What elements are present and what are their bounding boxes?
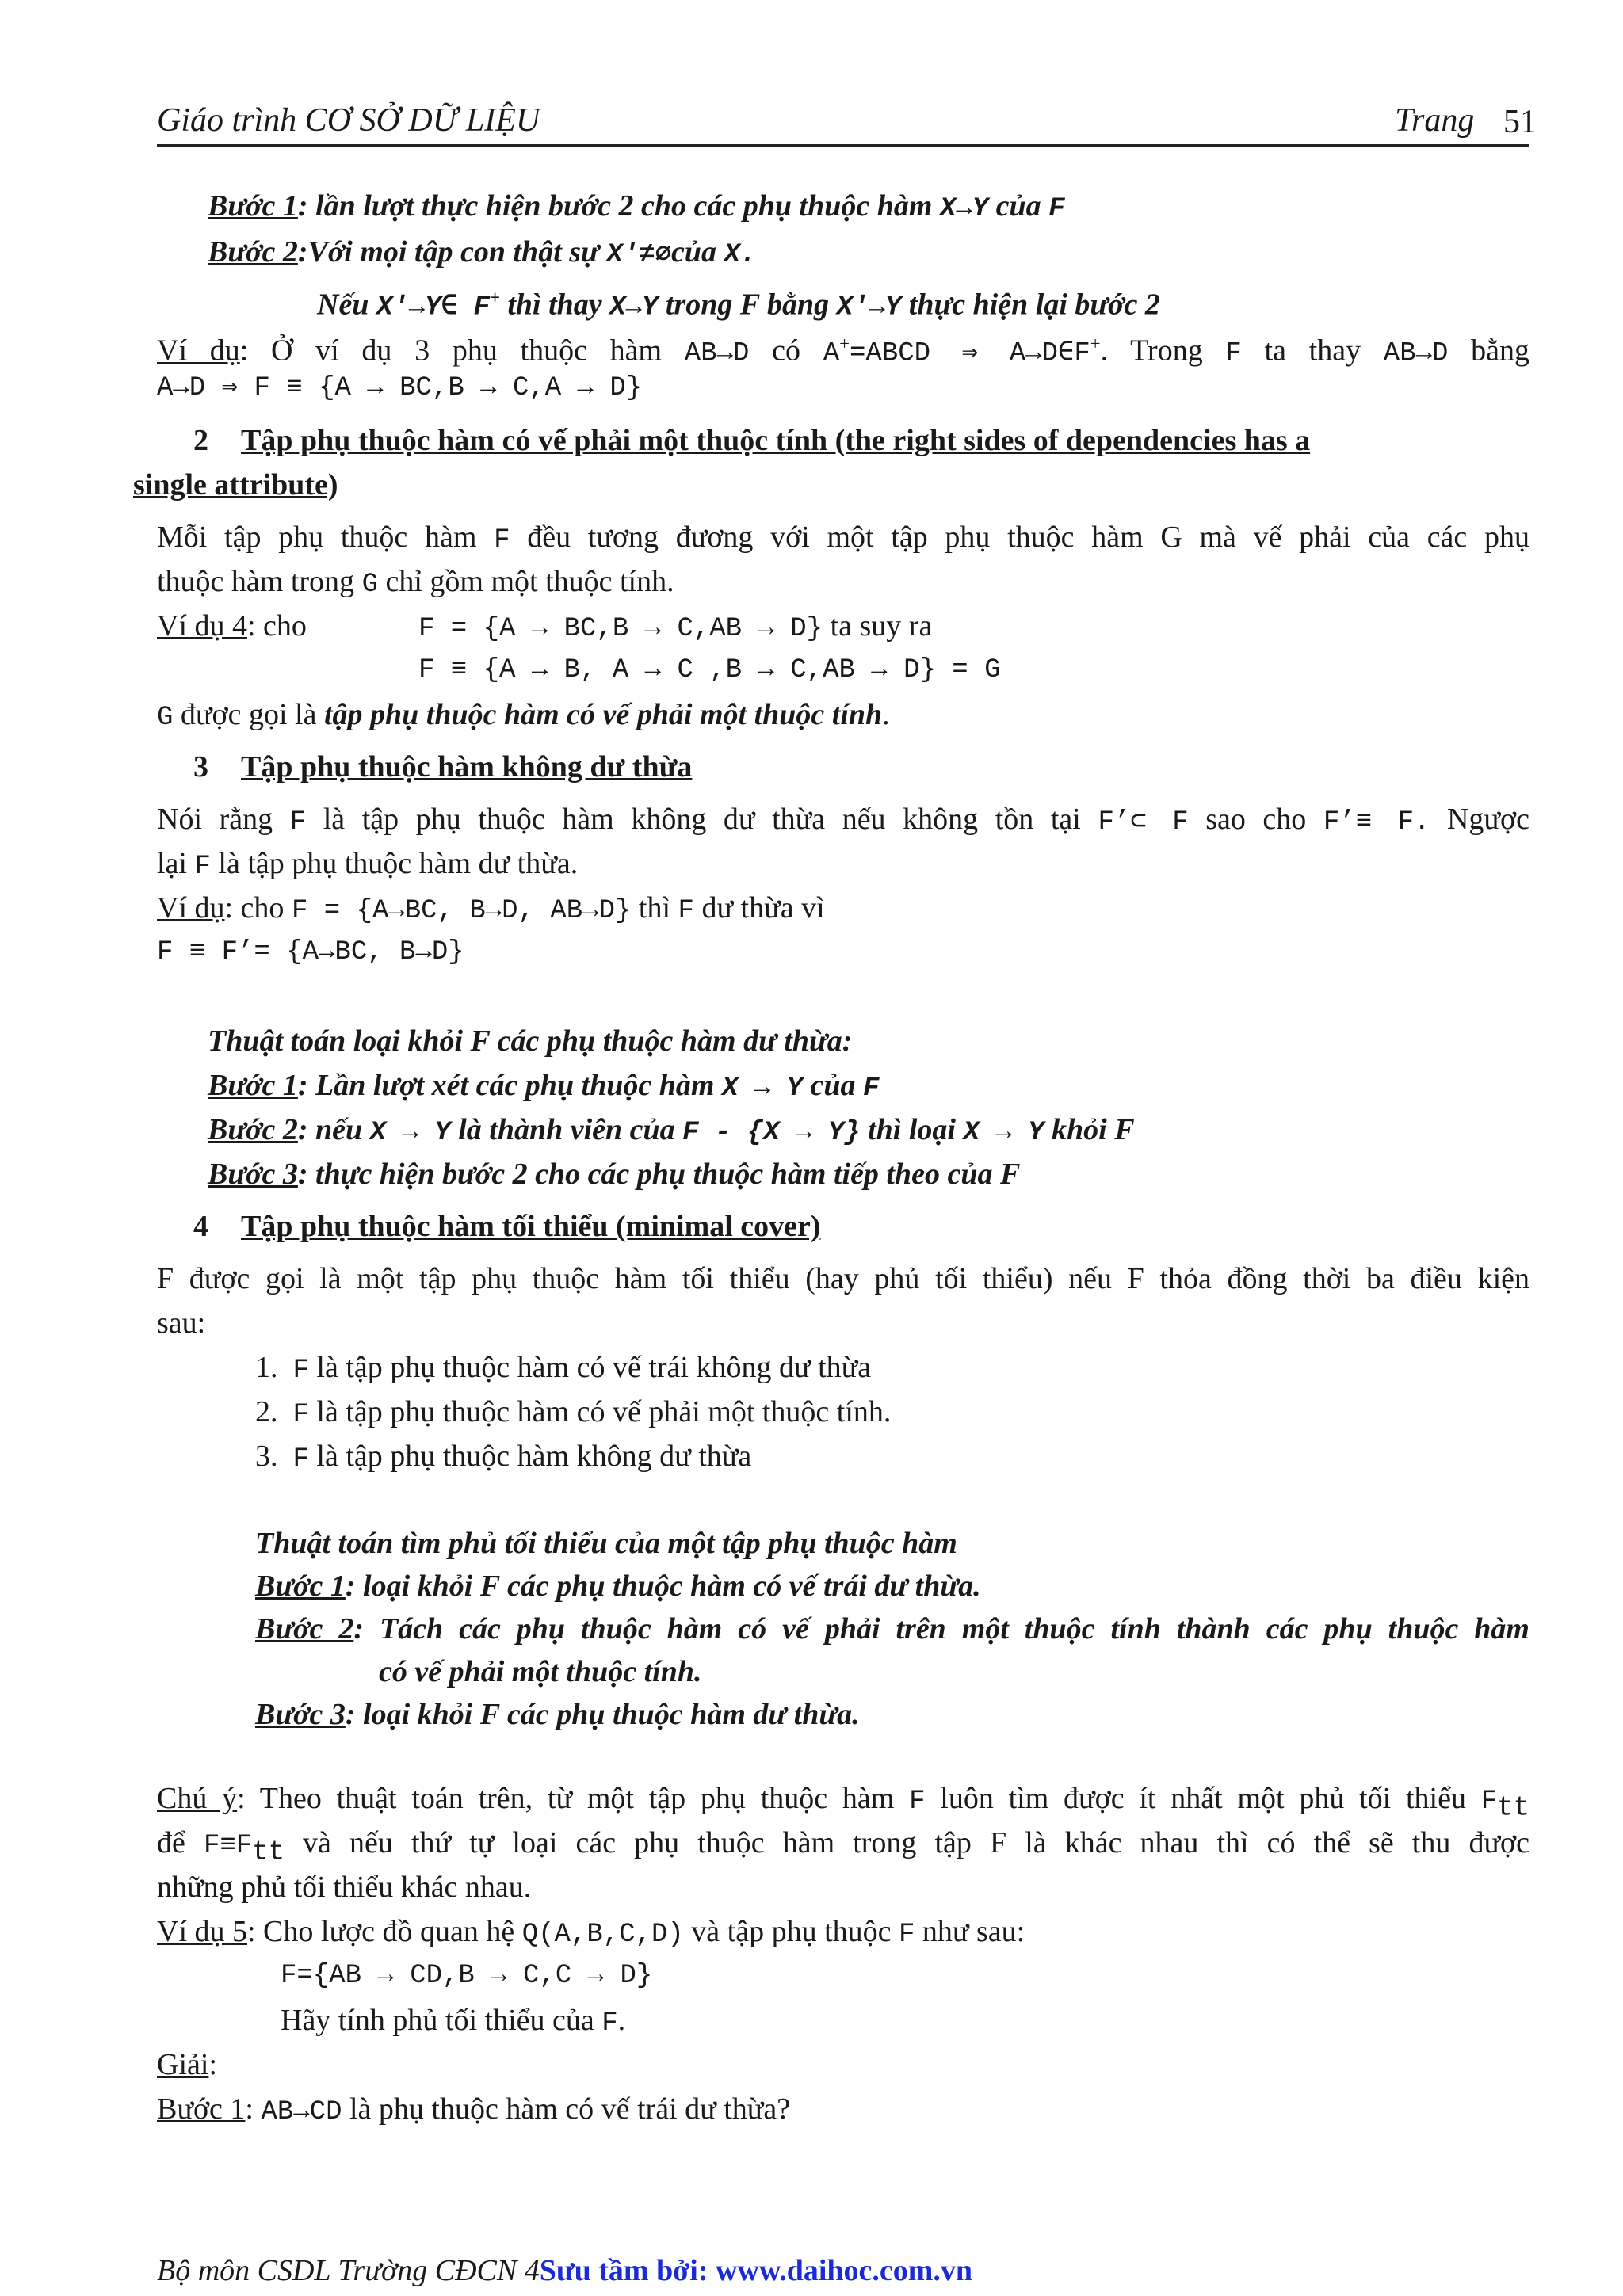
section-2-title-line-2: single attribute) bbox=[133, 468, 338, 502]
header-page-label: Trang bbox=[1395, 102, 1475, 139]
footer bbox=[157, 2252, 972, 2290]
solution-label: Giải: bbox=[157, 2048, 217, 2081]
example-4-label: Ví dụ 4: cho bbox=[157, 609, 307, 643]
section-2-paragraph-line-1: Mỗi tập phụ thuộc hàm F đều tương đương với một tập phụ thuộc hàm G mà vế phải của các phụ bbox=[157, 521, 1529, 555]
section-4-paragraph-line-2: sau: bbox=[157, 1306, 206, 1340]
minimal-cover-step-2-line-1: Bước 2: Tách các phụ thuộc hàm có vế phải trên một thuộc tính thành các phụ thuộc hàm bbox=[255, 1612, 1529, 1646]
example-5-intro: Ví dụ 5: Cho lược đồ quan hệ Q(A,B,C,D) và tập phụ thuộc F như sau: bbox=[157, 1915, 1025, 1950]
section-3-example-line-1: Ví dụ: cho F = {A→BC, B→D, AB→D} thì F dư thừa vì bbox=[157, 891, 825, 926]
section-3-paragraph-line-1: Nói rằng F là tập phụ thuộc hàm không dư thừa nếu không tồn tại F’⊂ F sao cho F’≡ F. Ngược bbox=[157, 803, 1529, 837]
algo-step-1: Bước 1: lần lượt thực hiện bước 2 cho các phụ thuộc hàm X→Y của F bbox=[208, 189, 1065, 224]
example-4-line-1: F = {A → BC,B → C,AB → D} ta suy ra bbox=[418, 609, 933, 644]
header-page-number: 51 bbox=[1503, 104, 1537, 140]
section-2-paragraph-line-2: thuộc hàm trong G chỉ gồm một thuộc tính. bbox=[157, 565, 674, 600]
redundancy-algo-step-1: Bước 1: Lần lượt xét các phụ thuộc hàm X → Y của F bbox=[208, 1069, 880, 1104]
section-3-number: 3 bbox=[193, 750, 208, 784]
header-title: Giáo trình CƠ SỞ DỮ LIỆU bbox=[157, 102, 540, 139]
example-4-line-2: F ≡ {A → B, A → C ,B → C,AB → D} = G bbox=[418, 655, 1001, 685]
example-3-line-2: A→D ⇒ F ≡ {A → BC,B → C,A → D} bbox=[157, 373, 643, 403]
redundancy-algo-title: Thuật toán loại khỏi F các phụ thuộc hàm dư thừa: bbox=[208, 1024, 853, 1058]
footer-text: Bộ môn CSDL Trường CĐCN 4 bbox=[157, 2254, 540, 2287]
note-line-2: để $F\equiv F_{tt}$ và nếu thứ tự loại các phụ thuộc hàm trong tập F là khác nhau thì có thể sẽ thu được bbox=[157, 1826, 1529, 1868]
section-4-paragraph-line-1: F được gọi là một tập phụ thuộc hàm tối thiểu (hay phủ tối thiểu) nếu F thỏa đồng thời ba điều kiện bbox=[157, 1262, 1529, 1295]
condition-item-3: 3. F là tập phụ thuộc hàm không dư thừa bbox=[255, 1440, 752, 1474]
algo-step-2-detail: Nếu X'→Y∈ F+ thì thay X→Y trong F bằng X'→Y thực hiện lại bước 2 bbox=[317, 288, 1160, 323]
minimal-cover-step-2-line-2: có vế phải một thuộc tính. bbox=[379, 1655, 702, 1688]
condition-item-1: 1. F là tập phụ thuộc hàm có vế trái không dư thừa bbox=[255, 1351, 872, 1386]
condition-item-2: 2. F là tập phụ thuộc hàm có vế phải một thuộc tính. bbox=[255, 1395, 892, 1430]
redundancy-algo-step-2: Bước 2: nếu X → Y là thành viên của F - {X → Y} thì loại X → Y khỏi F bbox=[208, 1113, 1135, 1148]
header-rule bbox=[157, 144, 1529, 147]
section-3-title: Tập phụ thuộc hàm không dư thừa bbox=[241, 750, 693, 784]
section-2-number: 2 bbox=[193, 424, 208, 457]
example-3-line-1: Ví dụ: Ở ví dụ 3 phụ thuộc hàm AB→D có A+=ABCD ⇒ A→D∈F+. Trong F ta thay AB→D bằng bbox=[157, 334, 1529, 369]
section-3-example-line-2: F ≡ F’= {A→BC, B→D} bbox=[157, 937, 464, 967]
minimal-cover-step-1: Bước 1: loại khỏi F các phụ thuộc hàm có vế trái dư thừa. bbox=[255, 1569, 981, 1603]
section-3-paragraph-line-2: lại F là tập phụ thuộc hàm dư thừa. bbox=[157, 847, 579, 882]
footer-link[interactable]: Sưu tầm bởi: www.daihoc.com.vn bbox=[539, 2254, 973, 2287]
note-line-3: những phủ tối thiểu khác nhau. bbox=[157, 1871, 532, 1904]
minimal-cover-algo-title: Thuật toán tìm phủ tối thiểu của một tập phụ thuộc hàm bbox=[255, 1527, 957, 1560]
section-2-conclusion: G được gọi là tập phụ thuộc hàm có vế phải một thuộc tính. bbox=[157, 698, 890, 733]
section-4-title: Tập phụ thuộc hàm tối thiểu (minimal cover) bbox=[241, 1210, 821, 1243]
minimal-cover-step-3: Bước 3: loại khỏi F các phụ thuộc hàm dư thừa. bbox=[255, 1698, 860, 1731]
algo-step-2: Bước 2:Với mọi tập con thật sự X'≠∅của X. bbox=[208, 235, 757, 270]
section-4-number: 4 bbox=[193, 1210, 208, 1243]
redundancy-algo-step-3: Bước 3: thực hiện bước 2 cho các phụ thuộc hàm tiếp theo của F bbox=[208, 1158, 1021, 1191]
solution-step-1: Bước 1: AB→CD là phụ thuộc hàm có vế trái dư thừa? bbox=[157, 2092, 791, 2127]
section-2-title-line-1: Tập phụ thuộc hàm có vế phải một thuộc tính (the right sides of dependencies has a bbox=[241, 424, 1311, 457]
note-line-1: Chú ý: Theo thuật toán trên, từ một tập phụ thuộc hàm F luôn tìm được ít nhất một phủ tối thiểu $F_{tt}$ bbox=[157, 1782, 1529, 1824]
example-5-task: Hãy tính phủ tối thiểu của F. bbox=[281, 2004, 626, 2039]
example-5-fd-set: F={AB → CD,B → C,C → D} bbox=[281, 1961, 653, 1991]
